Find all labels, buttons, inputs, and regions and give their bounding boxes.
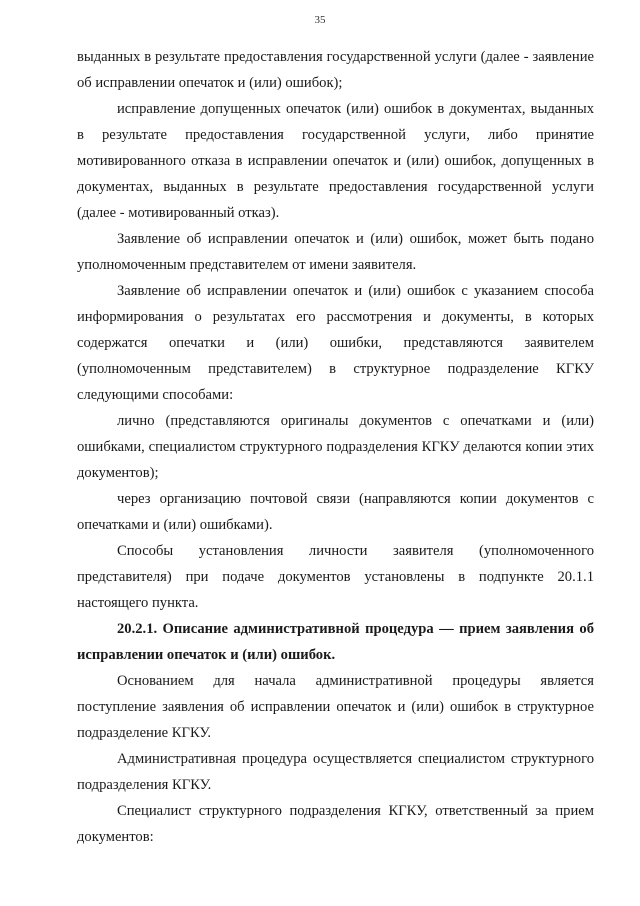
- paragraph-continuation: выданных в результате предоставления государственной услуги (далее - заявление об исправлении опечаток и (или) ошибок);: [77, 49, 594, 91]
- document-body: [77, 44, 594, 850]
- section-heading-20-2-1: 20.2.1. Описание административной процедура — прием заявления об исправлении опечаток и (или) ошибок.: [77, 621, 594, 663]
- paragraph-performer: Административная процедура осуществляется специалистом структурного подразделения КГКУ.: [77, 751, 594, 793]
- paragraph-specialist: Специалист структурного подразделения КГКУ, ответственный за прием документов:: [77, 803, 594, 845]
- page-number: 35: [314, 14, 326, 26]
- paragraph-in-person: лично (представляются оригиналы документов с опечатками и (или) ошибками, специалистом структурного подразделения КГКУ делаются копии этих документов);: [77, 413, 594, 481]
- paragraph-correction-definition: исправление допущенных опечаток (или) ошибок в документах, выданных в результате предоставления государственной услуги, либо принятие мотивированного отказа в исправлении опечаток и (или) ошибок, допущенных в документах, выданных в результате предоставления государственной услуги (далее - мотивированный отказ).: [77, 101, 594, 221]
- paragraph-identity: Способы установления личности заявителя (уполномоченного представителя) при подаче документов установлены в подпункте 20.1.1 настоящего пункта.: [77, 543, 594, 611]
- paragraph-basis: Основанием для начала административной процедуры является поступление заявления об исправлении опечаток и (или) ошибок в структурное подразделение КГКУ.: [77, 673, 594, 741]
- paragraph-by-post: через организацию почтовой связи (направляются копии документов с опечатками и (или) ошибками).: [77, 491, 594, 533]
- paragraph-representative: Заявление об исправлении опечаток и (или) ошибок, может быть подано уполномоченным представителем от имени заявителя.: [77, 231, 594, 273]
- paragraph-submission-methods: Заявление об исправлении опечаток и (или) ошибок с указанием способа информирования о результатах его рассмотрения и документы, в которых содержатся опечатки и (или) ошибки, представляются заявителем (уполномоченным представителем) в структурное подразделение КГКУ следующими способами:: [77, 283, 594, 403]
